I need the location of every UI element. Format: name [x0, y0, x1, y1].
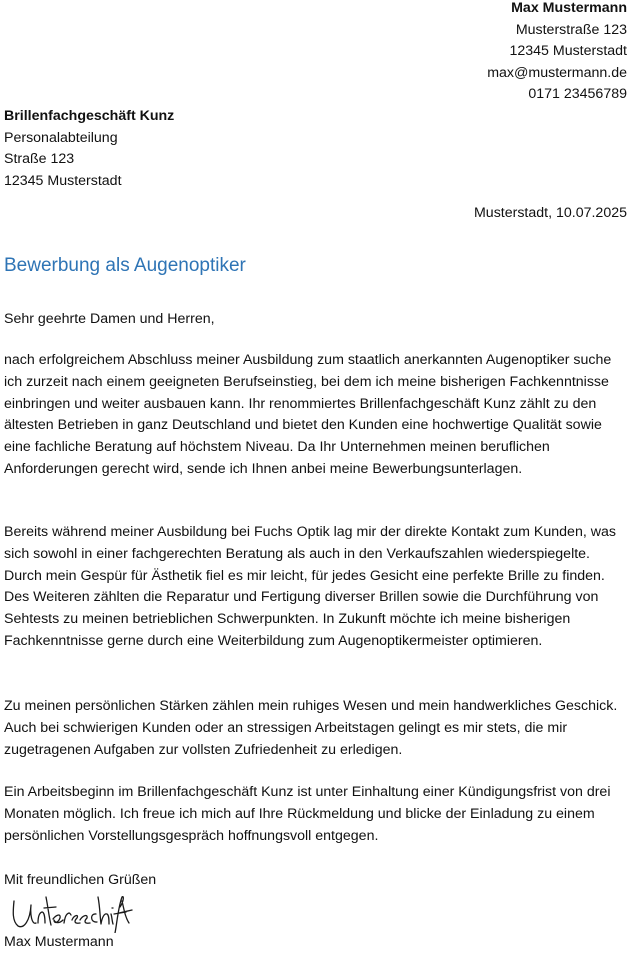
recipient-department: Personalabteilung — [4, 129, 118, 146]
recipient-street: Straße 123 — [4, 151, 75, 168]
sender-city: 12345 Musterstadt — [509, 43, 627, 60]
body-paragraph-2: Bereits während meiner Ausbildung bei Fuchs Optik lag mir der direkte Kontakt zum Kunden, was sich sowohl in einer fachgerechten Beratung als auch in den Verkaufszahlen wiederspiegelte. Durch mein Gespür für Ästhetik fiel es mir leicht, für jedes Gesicht eine perfekte Brille zu finden. Des Weiteren zählten die Reparatur und Fertigung diverser Brillen sowie die Durchführung von Sehtests zu meinen betrieblichen Schwerpunkten. In Zukunft möchte ich meine bisherigen Fachkenntnisse gerne durch eine Weiterbildung zum Augenoptikermeister optimieren. — [4, 524, 616, 649]
recipient-block — [4, 106, 174, 192]
sender-name: Max Mustermann — [511, 0, 627, 16]
recipient-city: 12345 Musterstadt — [4, 172, 122, 189]
signer-name: Max Mustermann — [4, 934, 114, 950]
sender-street: Musterstraße 123 — [515, 21, 627, 38]
sender-phone: 0171 23456789 — [528, 86, 627, 103]
date-line: Musterstadt, 10.07.2025 — [473, 205, 627, 221]
salutation: Sehr geehrte Damen und Herren, — [4, 311, 215, 327]
sender-block — [487, 0, 627, 106]
subject-heading: Bewerbung als Augenoptiker — [4, 255, 246, 276]
body-paragraph-3: Zu meinen persönlichen Stärken zählen mein ruhiges Wesen und mein handwerkliches Geschick. Auch bei schwierigen Kunden oder an stressigen Arbeitstagen gelingt es mir stets, die mir zugetragenen Aufgaben zur vollsten Zufriedenheit zu erledigen. — [4, 698, 618, 758]
closing-phrase: Mit freundlichen Grüßen — [4, 872, 157, 888]
handwritten-signature — [8, 893, 133, 933]
body-paragraph-1: nach erfolgreichem Abschluss meiner Ausbildung zum staatlich anerkannten Augenoptiker suche ich zurzeit nach einem geeigneten Berufseinstieg, bei dem ich meine bisherigen Fachkenntnisse einbringen und weiter ausbauen kann. Ihr renommiertes Brillenfachgeschäft Kunz zählt zu den ältesten Betrieben in ganz Deutschland und bietet den Kunden eine hochwertige Qualität sowie eine fachliche Beratung auf höchstem Niveau. Da Ihr Unternehmen meinen beruflichen Anforderungen gerecht wird, sende ich Ihnen anbei meine Bewerbungsunterlagen. — [4, 352, 612, 477]
sender-email: max@mustermann.de — [487, 64, 627, 81]
recipient-company: Brillenfachgeschäft Kunz — [4, 108, 175, 124]
body-paragraph-4: Ein Arbeitsbeginn im Brillenfachgeschäft Kunz ist unter Einhaltung einer Kündigungsfrist von drei Monaten möglich. Ich freue ich mich auf Ihre Rückmeldung und blicke der Einladung zu einem persönlichen Vorstellungsgespräch hoffnungsvoll entgegen. — [4, 784, 611, 844]
